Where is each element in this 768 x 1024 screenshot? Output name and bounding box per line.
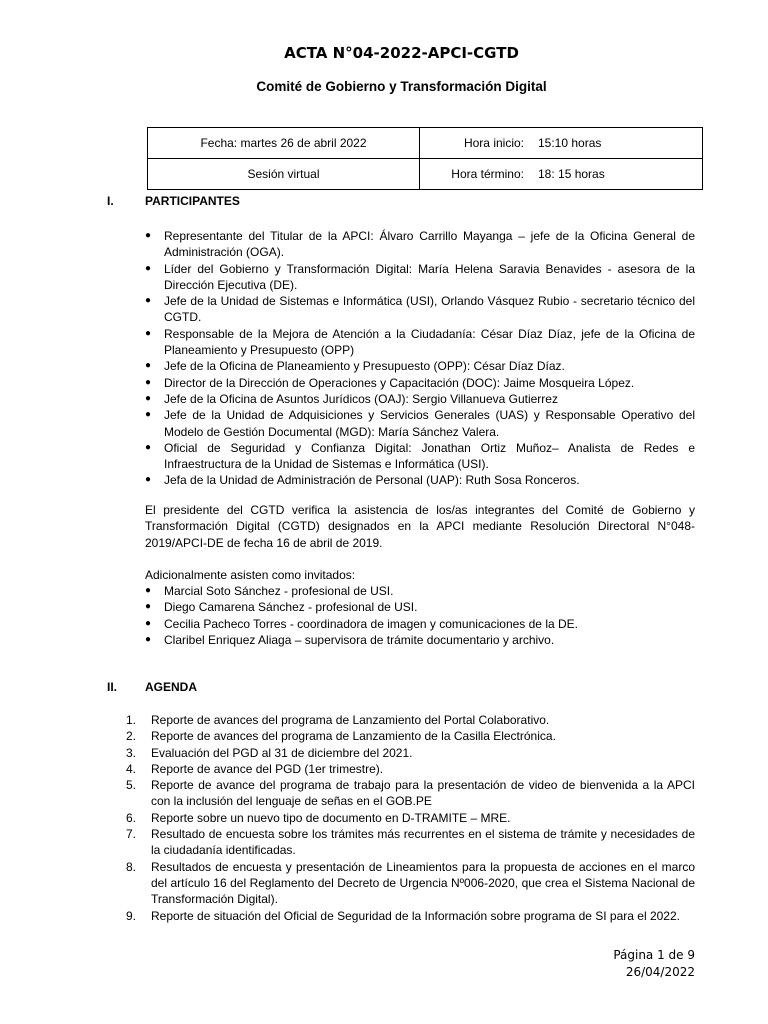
- list-item: ● Jefe de la Unidad de Sistemas e Informática (USI), Orlando Vásquez Rubio - secretario técnico del CGTD.: [145, 293, 695, 326]
- list-item: ● Líder del Gobierno y Transformación Digital: María Helena Saravia Benavides - asesora de la Dirección Ejecutiva (DE).: [145, 261, 695, 294]
- item-text: Reporte de situación del Oficial de Seguridad de la Información sobre programa de SI para el 2022.: [151, 908, 680, 923]
- list-item: ● Cecilia Pacheco Torres - coordinadora de imagen y comunicaciones de la DE.: [145, 616, 695, 632]
- list-item: [126, 728, 695, 744]
- session-info-table: [147, 127, 703, 190]
- item-text: Reporte de avances del programa de Lanzamiento del Portal Colaborativo.: [151, 713, 550, 727]
- invited-list: [145, 583, 695, 648]
- page-number: Página 1 de 9: [613, 948, 695, 962]
- section-title: AGENDA: [145, 680, 198, 694]
- list-item: ● Jefe de la Oficina de Planeamiento y Presupuesto (OPP): César Díaz Díaz.: [145, 358, 695, 374]
- section-number: I.: [107, 194, 114, 208]
- item-number: 5.: [126, 778, 137, 793]
- document-subtitle: Comité de Gobierno y Transformación Digital: [256, 79, 547, 94]
- table-row: [148, 128, 703, 159]
- item-number: 8.: [126, 859, 137, 874]
- list-item: [126, 712, 695, 728]
- item-text: Evaluación del PGD al 31 de diciembre del 2021.: [151, 745, 413, 760]
- list-item: [126, 810, 695, 826]
- item-number: 7.: [126, 827, 137, 842]
- section-title: PARTICIPANTES: [145, 194, 240, 208]
- list-item: [126, 761, 695, 777]
- section-number: II.: [107, 680, 118, 694]
- list-item: [126, 826, 695, 859]
- item-number: 6.: [126, 810, 137, 825]
- agenda-list: [126, 712, 695, 924]
- list-item: ● Diego Camarena Sánchez - profesional de USI.: [145, 599, 695, 615]
- item-number: 3.: [126, 745, 137, 760]
- date-cell: Fecha: martes 26 de abril 2022: [148, 128, 420, 159]
- list-item: [126, 745, 695, 761]
- item-number: 4.: [126, 761, 137, 776]
- item-text: Reporte de avances del programa de Lanzamiento de la Casilla Electrónica.: [151, 729, 556, 744]
- end-time-label: Hora término:: [451, 167, 524, 181]
- list-item: ● Claribel Enriquez Aliaga – supervisora de trámite documentario y archivo.: [145, 632, 695, 648]
- item-text: Resultados de encuesta y presentación de Lineamientos para la propuesta de acciones en el marco del artículo 16 del Reglamento del Decreto de Urgencia Nº006-2020, que crea el Sistema Nacional de Transformación Digital).: [151, 859, 695, 907]
- document-title: ACTA N°04-2022-APCI-CGTD: [284, 44, 519, 62]
- list-item: ● Jefe de la Unidad de Adquisiciones y Servicios Generales (UAS) y Responsable Operativo del Modelo de Gestión Documental (MGD): María Sánchez Valera.: [145, 407, 695, 440]
- invited-intro: Adicionalmente asisten como invitados:: [145, 568, 356, 582]
- list-item: [126, 908, 695, 924]
- participants-list: [145, 228, 695, 489]
- footer-date: 26/04/2022: [625, 965, 695, 979]
- item-text: Reporte de avance del programa de trabajo para la presentación de video de bienvenida a la APCI con la inclusión del lenguaje de señas en el GOB.PE: [151, 778, 695, 809]
- item-number: 2.: [126, 729, 137, 744]
- start-time-value: 15:10 horas: [538, 136, 602, 150]
- list-item: [126, 777, 695, 810]
- list-item: ● Representante del Titular de la APCI: Álvaro Carrillo Mayanga – jefe de la Oficina General de Administración (OGA).: [145, 228, 695, 261]
- list-item: ● Oficial de Seguridad y Confianza Digital: Jonathan Ortiz Muñoz– Analista de Redes e Infraestructura de la Unidad de Sistemas e Informática (USI).: [145, 440, 695, 473]
- item-text: Resultado de encuesta sobre los trámites más recurrentes en el sistema de trámite y necesidades de la ciudadanía identificadas.: [151, 827, 695, 858]
- end-time-cell: [420, 159, 703, 190]
- verification-paragraph: El presidente del CGTD verifica la asistencia de los/as integrantes del Comité de Gobierno y Transformación Digital (CGTD) designados en la APCI mediante Resolución Directoral N°048-2019/APCI-DE de fecha 16 de abril de 2019.: [145, 503, 695, 550]
- start-time-label: Hora inicio:: [463, 136, 524, 150]
- item-text: Reporte sobre un nuevo tipo de documento en D-TRAMITE – MRE.: [151, 810, 511, 825]
- table-row: [148, 159, 703, 190]
- item-number: 9.: [126, 908, 137, 923]
- item-text: Reporte de avance del PGD (1er trimestre).: [151, 761, 384, 776]
- end-time-value: 18: 15 horas: [538, 167, 605, 181]
- list-item: ● Jefe de la Oficina de Asuntos Jurídicos (OAJ): Sergio Villanueva Gutierrez: [145, 391, 695, 407]
- list-item: [126, 859, 695, 908]
- list-item: ● Jefa de la Unidad de Administración de Personal (UAP): Ruth Sosa Ronceros.: [145, 472, 695, 488]
- start-time-cell: [420, 128, 703, 159]
- session-type-cell: Sesión virtual: [148, 159, 420, 190]
- list-item: ● Director de la Dirección de Operaciones y Capacitación (DOC): Jaime Mosqueira López.: [145, 375, 695, 391]
- list-item: ● Marcial Soto Sánchez - profesional de USI.: [145, 583, 695, 599]
- item-number: 1.: [126, 713, 137, 727]
- list-item: ● Responsable de la Mejora de Atención a la Ciudadanía: César Díaz Díaz, jefe de la Oficina de Planeamiento y Presupuesto (OPP): [145, 326, 695, 359]
